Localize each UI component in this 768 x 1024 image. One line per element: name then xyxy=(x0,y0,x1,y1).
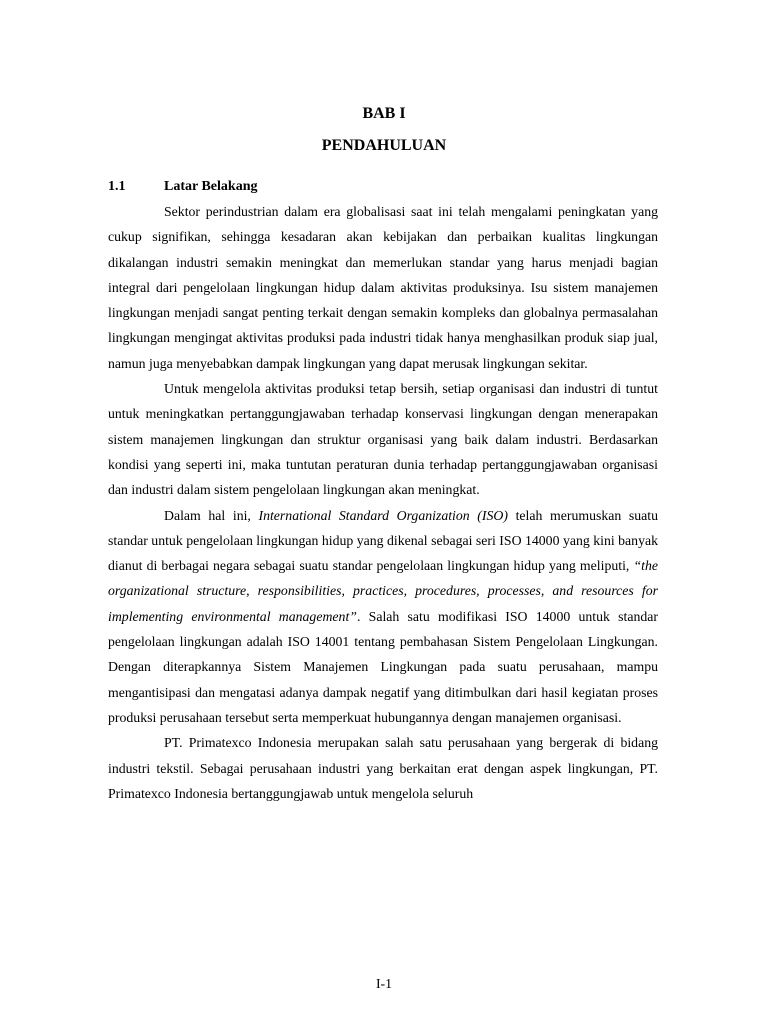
chapter-title: PENDAHULUAN xyxy=(321,137,447,154)
body-text xyxy=(108,199,658,806)
iso-organization-name: International Standard Organization (ISO) xyxy=(258,507,508,523)
paragraph-3-rest: . Salah satu modifikasi ISO 14000 untuk standar pengelolaan lingkungan adalah ISO 14001 tentang pembahasan Sistem Pengelolaan Lingkungan. Dengan diterapkannya Sistem Manajemen Lingkungan pada suatu perusahaan, mampu mengantisipasi dan mengatasi adanya dampak negatif yang ditimbulkan dari hasil kegiatan proses produksi perusahaan tersebut serta memperkuat hubungannya dengan manajemen organisasi. xyxy=(108,608,658,725)
section-number: 1.1 xyxy=(108,179,126,194)
paragraph-1: Sektor perindustrian dalam era globalisasi saat ini telah mengalami peningkatan yang cukup signifikan, sehingga kesadaran akan kebijakan dan perbaikan kualitas lingkungan dikalangan industri semakin meningkat dan memerlukan standar yang harus menjadi bagian integral dari pengelolaan lingkungan hidup dalam aktivitas produksinya. Isu sistem manajemen lingkungan menjadi sangat penting terkait dengan semakin kompleks dan globalnya permasalahan lingkungan mengingat aktivitas produksi pada industri tidak hanya menghasilkan produk siap jual, namun juga menyebabkan dampak lingkungan yang dapat merusak lingkungan sekitar. xyxy=(108,204,658,371)
chapter-label: BAB I xyxy=(362,105,406,122)
paragraph-3-intro: Dalam hal ini, xyxy=(164,507,259,523)
section-title: Latar Belakang xyxy=(164,179,258,194)
page-number: I-1 xyxy=(375,976,393,991)
iso-definition-quote: “the organizational structure, responsibilities, practices, procedures, processes, and resources for implementing environmental management” xyxy=(108,558,658,624)
paragraph-2: Untuk mengelola aktivitas produksi tetap bersih, setiap organisasi dan industri di tuntut untuk meningkatkan pertanggungjawaban terhadap konservasi lingkungan dengan menerapakan sistem manajemen lingkungan dan struktur organisasi yang baik dalam industri. Berdasarkan kondisi yang seperti ini, maka tuntutan peraturan dunia terhadap pertanggungjawaban organisasi dan industri dalam sistem pengelolaan lingkungan akan meningkat. xyxy=(108,381,658,498)
paragraph-4: PT. Primatexco Indonesia merupakan salah satu perusahaan yang bergerak di bidang industri tekstil. Sebagai perusahaan industri yang berkaitan erat dengan aspek lingkungan, PT. Primatexco Indonesia bertanggungjawab untuk mengelola seluruh xyxy=(108,735,658,801)
paragraph-3-middle: telah merumuskan suatu standar untuk pengelolaan lingkungan hidup yang dikenal sebagai seri ISO 14000 yang kini banyak dianut di berbagai negara sebagai suatu standar pengelolaan lingkungan hidup yang meliputi, xyxy=(108,507,658,574)
paragraph-3 xyxy=(108,503,658,731)
